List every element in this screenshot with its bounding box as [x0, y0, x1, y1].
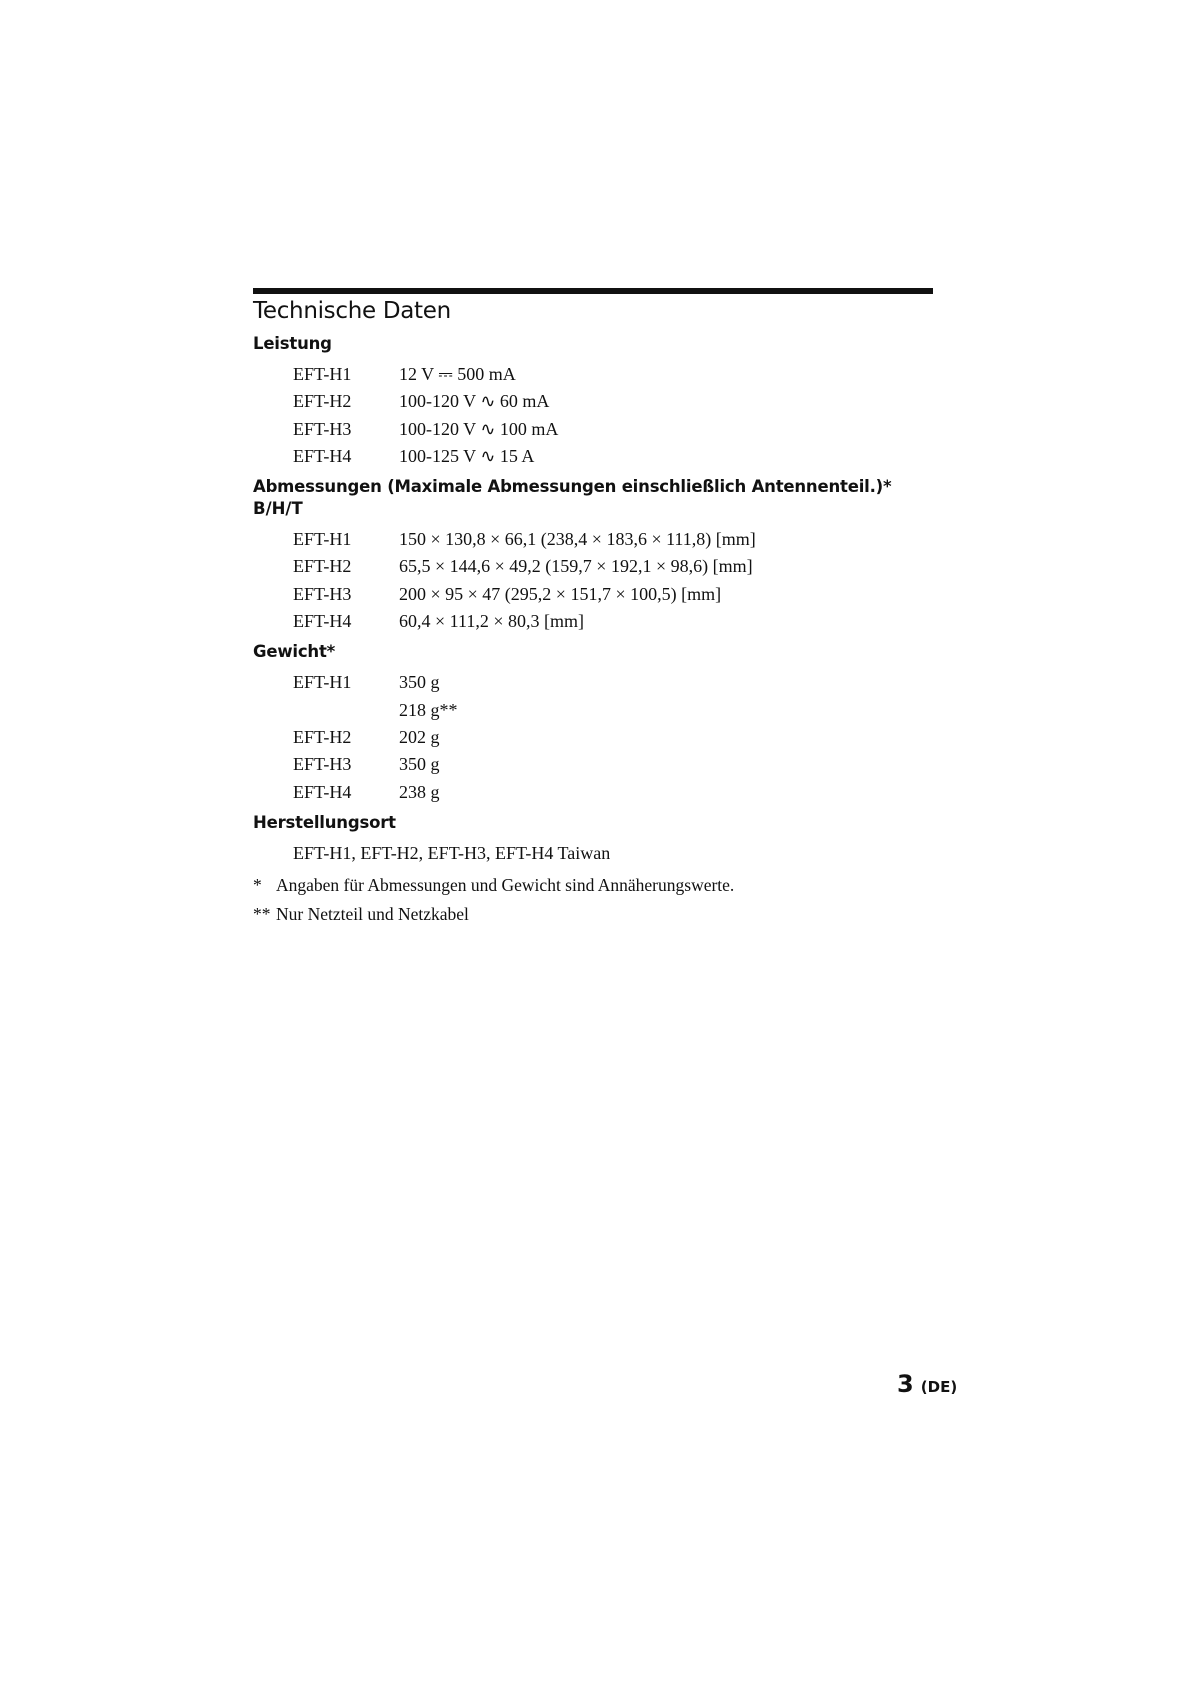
- page-title: Technische Daten: [253, 298, 451, 324]
- model-label: EFT-H2: [293, 726, 352, 747]
- model-label: EFT-H1: [293, 364, 352, 384]
- abmessungen-row: [253, 526, 933, 553]
- spec-page: [253, 288, 933, 929]
- weight-value: 238 g: [399, 781, 440, 802]
- model-label: EFT-H3: [293, 754, 352, 775]
- abmessungen-heading: Abmessungen (Maximale Abmessungen einschließlich Antennenteil.)*: [253, 477, 892, 497]
- herstellungsort-text: EFT-H1, EFT-H2, EFT-H3, EFT-H4 Taiwan: [293, 842, 611, 863]
- model-label: EFT-H4: [293, 611, 352, 632]
- model-label: EFT-H1: [293, 529, 352, 550]
- power-value: 100-125 V ∿ 15 A: [399, 445, 535, 466]
- abmessungen-row: [253, 581, 933, 608]
- leistung-row: [253, 361, 933, 388]
- weight-value: 350 g: [399, 672, 440, 693]
- power-value: 12 V ⎓ 500 mA: [399, 364, 516, 384]
- gewicht-row: [253, 724, 933, 751]
- gewicht-row: [253, 669, 933, 696]
- title-rule: [253, 288, 933, 294]
- weight-value: 218 g**: [399, 699, 458, 720]
- page-number-value: 3: [897, 1370, 914, 1398]
- herstellungsort-heading: Herstellungsort: [253, 812, 396, 832]
- footnotes: [253, 871, 933, 929]
- footnote-mark: **: [253, 903, 271, 924]
- model-label: EFT-H4: [293, 781, 352, 802]
- gewicht-row: [253, 697, 933, 724]
- abmessungen-row: [253, 608, 933, 635]
- leistung-table: [253, 361, 933, 470]
- model-label: EFT-H1: [293, 672, 352, 693]
- model-label: EFT-H4: [293, 445, 352, 466]
- footnote-text: Angaben für Abmessungen und Gewicht sind Annäherungswerte.: [276, 874, 735, 895]
- footnote: [253, 900, 933, 929]
- leistung-row: [253, 388, 933, 415]
- gewicht-table: [253, 669, 933, 805]
- model-label: EFT-H2: [293, 391, 352, 412]
- model-label: EFT-H3: [293, 583, 352, 604]
- model-label: EFT-H2: [293, 556, 352, 577]
- weight-value: 202 g: [399, 726, 440, 747]
- abmessungen-subheading: B/H/T: [253, 499, 303, 519]
- dimension-value: 200 × 95 × 47 (295,2 × 151,7 × 100,5) [mm]: [399, 583, 722, 604]
- footnote: [253, 871, 933, 900]
- abmessungen-table: [253, 526, 933, 635]
- page-number: [897, 1370, 957, 1398]
- gewicht-row: [253, 751, 933, 778]
- model-label: [253, 697, 399, 724]
- power-value: 100-120 V ∿ 100 mA: [399, 418, 559, 439]
- power-value: 100-120 V ∿ 60 mA: [399, 391, 550, 412]
- footnote-text: Nur Netzteil und Netzkabel: [276, 903, 469, 924]
- dimension-value: 60,4 × 111,2 × 80,3 [mm]: [399, 611, 584, 632]
- weight-value: 350 g: [399, 754, 440, 775]
- footnote-mark: *: [253, 874, 262, 895]
- model-label: EFT-H3: [293, 418, 352, 439]
- leistung-row: [253, 443, 933, 470]
- leistung-heading: Leistung: [253, 334, 332, 353]
- gewicht-row: [253, 779, 933, 806]
- abmessungen-row: [253, 553, 933, 580]
- dimension-value: 150 × 130,8 × 66,1 (238,4 × 183,6 × 111,8) [mm]: [399, 529, 756, 550]
- page-language-code: (DE): [920, 1378, 958, 1396]
- leistung-row: [253, 416, 933, 443]
- gewicht-heading: Gewicht*: [253, 642, 336, 662]
- dimension-value: 65,5 × 144,6 × 49,2 (159,7 × 192,1 × 98,6) [mm]: [399, 556, 753, 577]
